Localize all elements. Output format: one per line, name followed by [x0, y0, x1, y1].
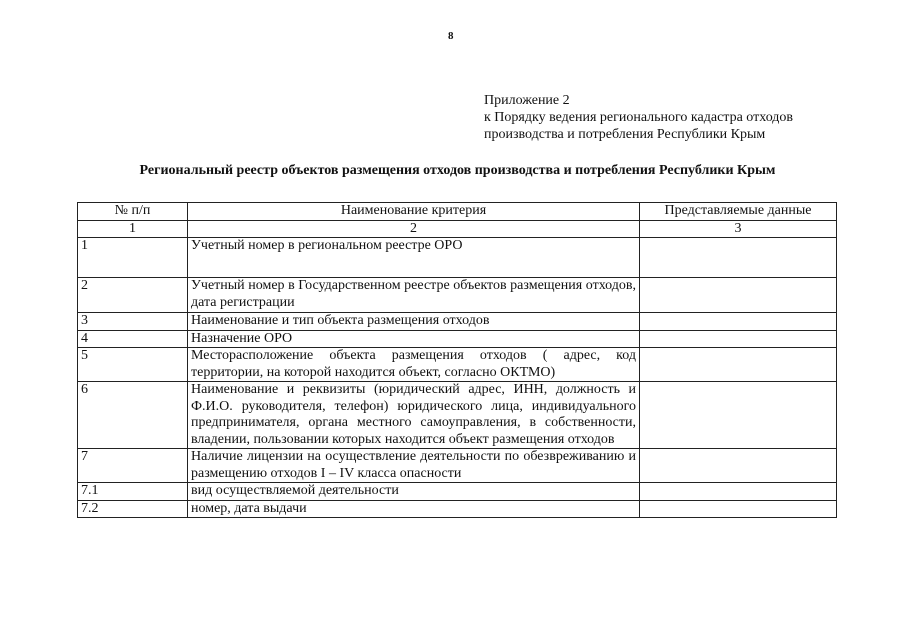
- document-title: Региональный реестр объектов размещения отходов производства и потребления Республики Крым: [139, 163, 776, 178]
- row-data: [640, 348, 837, 382]
- row-criterion: Назначение ОРО: [188, 330, 640, 348]
- row-criterion: вид осуществляемой деятельности: [188, 483, 640, 501]
- appendix-line-2: к Порядку ведения регионального кадастра отходов: [484, 110, 794, 125]
- appendix-line-1: Приложение 2: [484, 93, 570, 108]
- table-row: [78, 278, 837, 313]
- row-number: 4: [78, 330, 188, 348]
- table-row: [78, 382, 837, 449]
- table-row: [78, 238, 837, 278]
- row-data: [640, 382, 837, 449]
- table-row: [78, 313, 837, 331]
- column-number-2: 2: [188, 220, 640, 238]
- row-data: [640, 330, 837, 348]
- row-data: [640, 449, 837, 483]
- column-number-row: [78, 220, 837, 238]
- table-row: [78, 348, 837, 382]
- appendix-line-3: производства и потребления Республики Крым: [484, 127, 766, 142]
- row-number: 1: [78, 238, 188, 278]
- header-criterion: Наименование критерия: [188, 203, 640, 221]
- row-number: 7.2: [78, 500, 188, 518]
- page-number: 8: [448, 30, 454, 42]
- row-data: [640, 483, 837, 501]
- column-number-1: 1: [78, 220, 188, 238]
- row-data: [640, 278, 837, 313]
- row-number: 3: [78, 313, 188, 331]
- header-data: Представляемые данные: [640, 203, 837, 221]
- column-number-3: 3: [640, 220, 837, 238]
- table-row: [78, 483, 837, 501]
- row-criterion: Учетный номер в региональном реестре ОРО: [188, 238, 640, 278]
- row-criterion: Учетный номер в Государственном реестре объектов размещения отходов, дата регистрации: [188, 278, 640, 313]
- row-number: 2: [78, 278, 188, 313]
- appendix-reference: [484, 92, 793, 143]
- row-number: 7: [78, 449, 188, 483]
- row-data: [640, 313, 837, 331]
- registry-table: [77, 202, 837, 518]
- table-row: [78, 449, 837, 483]
- row-data: [640, 238, 837, 278]
- row-criterion: Месторасположение объекта размещения отходов ( адрес, код территории, на которой находится объект, согласно ОКТМО): [188, 348, 640, 382]
- row-criterion: номер, дата выдачи: [188, 500, 640, 518]
- row-number: 6: [78, 382, 188, 449]
- row-criterion: Наименование и тип объекта размещения отходов: [188, 313, 640, 331]
- table-row: [78, 500, 837, 518]
- table-row: [78, 330, 837, 348]
- row-criterion: Наименование и реквизиты (юридический адрес, ИНН, должность и Ф.И.О. руководителя, телефон) юридического лица, индивидуального предпринимателя, органа местного самоуправления, в собственности, владении, пользовании которых находится объект размещения отходов: [188, 382, 640, 449]
- row-criterion: Наличие лицензии на осуществление деятельности по обезвреживанию и размещению отходов I – IV класса опасности: [188, 449, 640, 483]
- row-number: 5: [78, 348, 188, 382]
- row-data: [640, 500, 837, 518]
- table-header-row: [78, 203, 837, 221]
- header-number: № п/п: [78, 203, 188, 221]
- row-number: 7.1: [78, 483, 188, 501]
